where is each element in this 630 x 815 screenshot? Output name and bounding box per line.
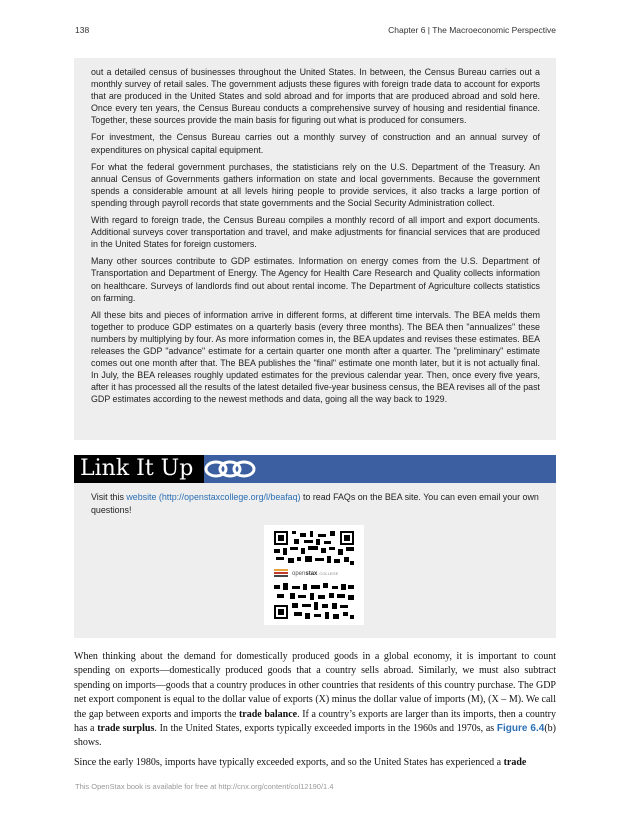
- page-number: 138: [75, 25, 90, 35]
- link-it-up-title: Link It Up: [74, 455, 204, 483]
- body-text-run: When thinking about the demand for domestically produced goods in a global economy, it is important to count spending on exports—domestically produced goods that a country sells abroad. Similarly, we must also subtract spending on imports—goods that a country produces in other countries that residents of this country purchase. The GDP net export component is equal to the dollar value of exports (X) minus the dollar value of imports (M), (X – M). We call the gap between exports and imports the: [74, 651, 556, 720]
- qr-code-top-icon: [274, 531, 354, 567]
- feature-paragraph: With regard to foreign trade, the Census Bureau compiles a monthly record of all import and export documents. Additional surveys cover transportation and travel, and make adjustments for financial services that are produced in the United States for foreign customers.: [91, 215, 540, 250]
- body-paragraph-1: [74, 650, 556, 751]
- footer-note: This OpenStax book is available for free at http://cnx.org/content/col12190/1.4: [75, 782, 334, 791]
- term-trade-surplus: trade surplus: [97, 723, 155, 735]
- body-text-run: . In the United States, exports typically exceeded imports in the 1960s and 1970s, as: [154, 723, 497, 735]
- openstax-logo-open: open: [292, 571, 306, 577]
- body-text-run: . If a country’s exports are larger than its imports, then a country has a: [74, 708, 557, 735]
- qr-code-bottom-icon: [274, 583, 354, 619]
- feature-box: [74, 58, 556, 440]
- feature-paragraph: All these bits and pieces of information arrive in different forms, at different time intervals. The BEA melds them together to produce GDP estimates on a quarterly basis (every three months). The BEA then "annualizes" these numbers by multiplying by four. As more information comes in, the BEA updates and revises these estimates. BEA releases the GDP "advance" estimate for a certain quarter one month after a quarter. The "preliminary" estimate comes out one month after that. The BEA publishes the "final" estimate one month later, but it is not actually final. In July, the BEA releases roughly updated estimates for the previous calendar year. Then, once every five years, after it has processed all the results of the latest detailed five-year business census, the BEA revises all of the past GDP estimates according to the newest methods and data, going all the way back to 1929.: [91, 309, 540, 405]
- openstax-logo-icon: [274, 569, 288, 577]
- body-paragraph-2: [74, 756, 556, 770]
- feature-paragraph: Many other sources contribute to GDP estimates. Information on energy comes from the U.S. Department of Transportation and Department of Energy. The Agency for Health Care Research and Quality collects information on healthcare. Surveys of landlords find out about rental income. The Department of Agriculture collects statistics on farming.: [91, 256, 540, 303]
- beafaq-link[interactable]: website (http://openstaxcollege.org/l/beafaq): [126, 492, 301, 502]
- qr-code: [264, 525, 364, 625]
- figure-6-4-link[interactable]: Figure 6.4: [496, 723, 545, 735]
- body-text-run: (b) shows.: [74, 723, 556, 749]
- link-it-up-box: [74, 483, 556, 638]
- term-trade-balance: trade balance: [238, 708, 298, 720]
- openstax-logo-stax: stax: [305, 571, 318, 577]
- feature-paragraph: out a detailed census of businesses throughout the United States. In between, the Census Bureau carries out a monthly survey of retail sales. The government adjusts these figures with foreign trade data to account for exports that are produced in the United States and sold abroad and for imports that are produced abroad and sold here. Once every ten years, the Census Bureau conducts a comprehensive survey of housing and residential finance. Together, these sources provide the main basis for figuring out what is produced for consumers.: [91, 67, 540, 126]
- link-it-up-header: [74, 455, 556, 483]
- chain-link-icon: [204, 459, 256, 479]
- feature-paragraph: For what the federal government purchases, the statisticians rely on the U.S. Department of the Treasury. An annual Census of Governments gathers information on state and local governments. Because the government spends a considerable amount at all levels hiring people to provide services, it also tracks a large portion of spending through payroll records that state governments and the Social Security Administration collect.: [91, 161, 540, 208]
- chapter-title: Chapter 6 | The Macroeconomic Perspective: [388, 25, 556, 35]
- openstax-logo-college: COLLEGE: [319, 571, 339, 576]
- body-text-run: Since the early 1980s, imports have typically exceeded exports, and so the United States has experienced a: [74, 756, 504, 768]
- link-text-after: to read FAQs on the BEA site. You can even email your own questions!: [91, 492, 539, 515]
- body-text: [74, 650, 556, 775]
- feature-paragraph: For investment, the Census Bureau carries out a monthly survey of construction and an annual survey of expenditures on physical capital equipment.: [91, 132, 540, 155]
- openstax-logo: [274, 568, 354, 580]
- term-trade: trade: [503, 756, 527, 768]
- link-text-before: Visit this: [91, 492, 127, 502]
- link-it-up-text: [91, 491, 540, 516]
